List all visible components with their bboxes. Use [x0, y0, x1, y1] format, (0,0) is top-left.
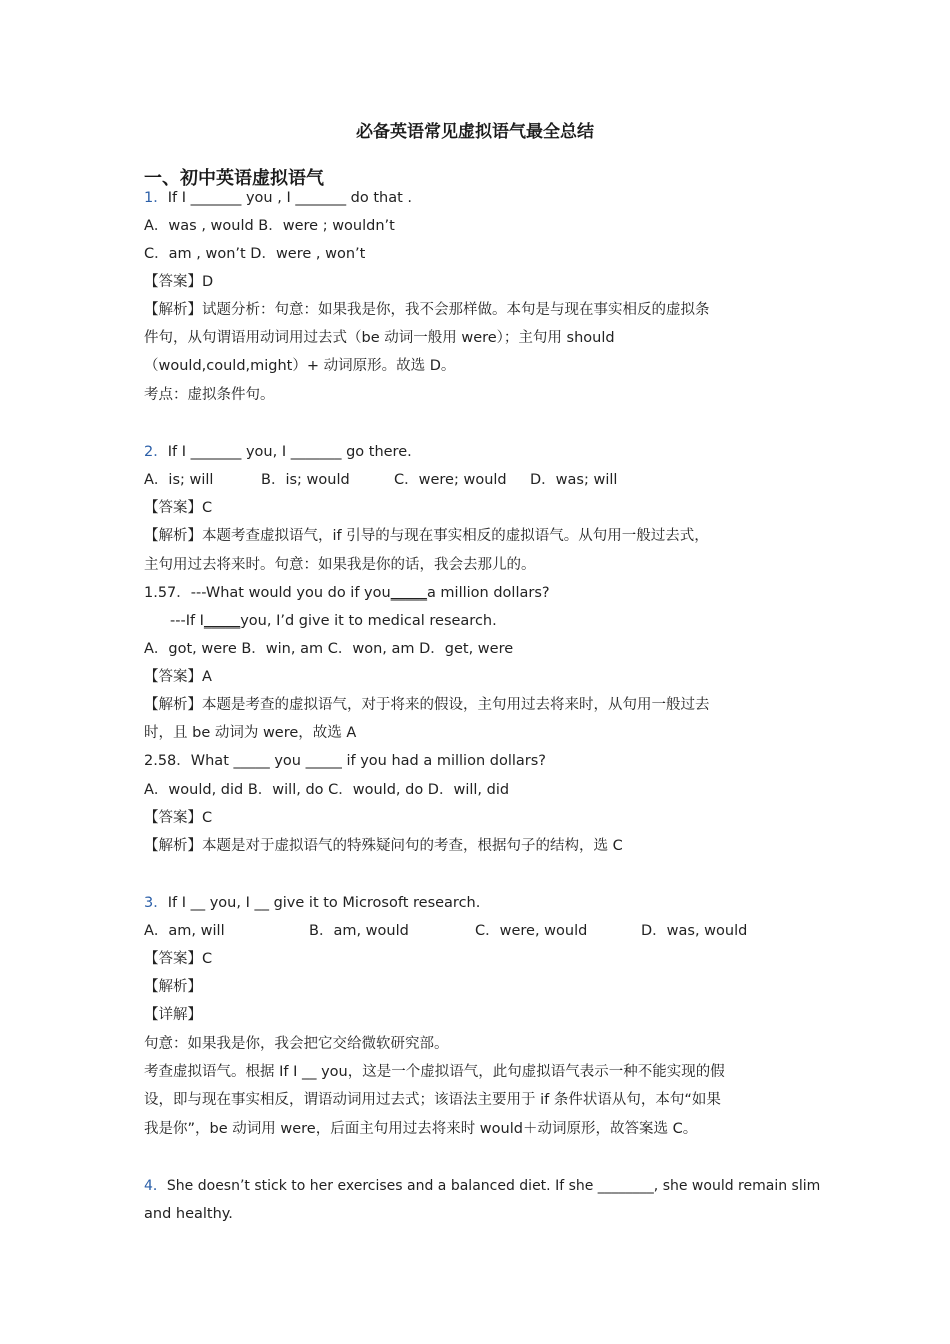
- question-text: If I _______ you, I _______ go there.: [167, 444, 412, 460]
- question-157-reply: [170, 611, 497, 631]
- question-2-answer: 【答案】C: [144, 500, 213, 516]
- option-d: D．was, would: [641, 923, 748, 939]
- option-b: B．is; would: [261, 472, 350, 488]
- question-1-options-1: A．was , would B．were ; wouldn’t: [144, 218, 395, 234]
- page-title: 必备英语常见虚拟语气最全总结: [356, 122, 594, 142]
- question-number: 3．: [144, 895, 168, 911]
- question-number: 2．: [144, 444, 168, 460]
- question-258-answer: 【答案】C: [144, 810, 213, 826]
- question-3-explain-line: 考查虚拟语气。根据 If I __ you，这是一个虚拟语气，此句虚拟语气表示一种不能实现的假: [144, 1064, 725, 1080]
- question-1-options-2: C．am , won’t D．were , won’t: [144, 246, 366, 262]
- question-157-analysis-line: 时，且 be 动词为 were，故选 A: [144, 725, 357, 741]
- option-a: A．am, will: [144, 923, 225, 939]
- question-157-options: A．got, were B．win, am C．won, am D．get, were: [144, 641, 514, 657]
- question-1-analysis-line: 件句，从句谓语用动词用过去式（be 动词一般用 were）；主句用 should: [144, 330, 615, 346]
- question-3-explain-line: 我是你”，be 动词用 were，后面主句用过去将来时 would＋动词原形，故答案选 C。: [144, 1121, 698, 1137]
- question-number: 4．: [144, 1178, 167, 1194]
- question-3-options: [144, 921, 747, 941]
- question-text: you, I’d give it to medical research.: [240, 613, 497, 629]
- question-258-options: A．would, did B．will, do C．would, do D．will, did: [144, 782, 510, 798]
- question-text: ---If I: [170, 613, 204, 629]
- question-1-answer: 【答案】D: [144, 274, 214, 290]
- question-157-stem: [144, 583, 550, 603]
- option-a: A．is; will: [144, 472, 214, 488]
- question-3-answer: 【答案】C: [144, 951, 213, 967]
- question-2-analysis-line: 主句用过去将来时。句意：如果我是你的话，我会去那儿的。: [144, 557, 536, 573]
- question-2-analysis-line: 【解析】本题考查虚拟语气，if 引导的与现在事实相反的虚拟语气。从句用一般过去式，: [144, 528, 709, 544]
- question-1-analysis-line: （would,could,might）+ 动词原形。故选 D。: [144, 358, 456, 374]
- question-157-analysis-line: 【解析】本题是考查的虚拟语气，对于将来的假设，主句用过去将来时，从句用一般过去: [144, 697, 710, 713]
- question-3-jiexi: 【解析】: [144, 979, 202, 995]
- question-text: 1.57．---What would you do if you: [144, 585, 391, 601]
- option-c: C．were, would: [475, 923, 588, 939]
- question-3-stem: [144, 893, 480, 913]
- question-258-analysis: 【解析】本题是对于虚拟语气的特殊疑问句的考查，根据句子的结构，选 C: [144, 838, 623, 854]
- question-258-stem: 2.58．What _____ you _____ if you had a million dollars?: [144, 753, 546, 769]
- question-2-stem: [144, 442, 412, 462]
- question-3-xiangjie: 【详解】: [144, 1007, 202, 1023]
- question-number: 1．: [144, 190, 168, 206]
- question-text: a million dollars?: [426, 585, 550, 601]
- question-2-options: [144, 470, 617, 490]
- option-c: C．were; would: [394, 472, 507, 488]
- question-text: If I _______ you , I _______ do that .: [167, 190, 413, 206]
- blank: _____: [390, 585, 427, 601]
- question-4-stem-cont: and healthy.: [144, 1206, 233, 1222]
- blank: _____: [203, 613, 241, 629]
- question-3-explain-line: 设，即与现在事实相反，谓语动词用过去式；该语法主要用于 if 条件状语从句，本句“如果: [144, 1092, 721, 1108]
- option-d: D．was; will: [530, 472, 618, 488]
- question-text: She doesn’t stick to her exercises and a balanced diet. If she ________, she would remain slim: [166, 1178, 821, 1194]
- question-text: If I __ you, I __ give it to Microsoft research.: [167, 895, 481, 911]
- question-157-answer: 【答案】A: [144, 669, 212, 685]
- question-1-kaodian: 考点：虚拟条件句。: [144, 387, 275, 403]
- option-b: B．am, would: [309, 923, 409, 939]
- question-3-juyi: 句意：如果我是你，我会把它交给微软研究部。: [144, 1036, 449, 1052]
- question-1-analysis-line: 【解析】试题分析：句意：如果我是你，我不会那样做。本句是与现在事实相反的虚拟条: [144, 302, 710, 318]
- question-4-stem: [144, 1176, 820, 1196]
- question-1-stem: [144, 188, 412, 208]
- section-heading: 一、初中英语虚拟语气: [144, 168, 324, 189]
